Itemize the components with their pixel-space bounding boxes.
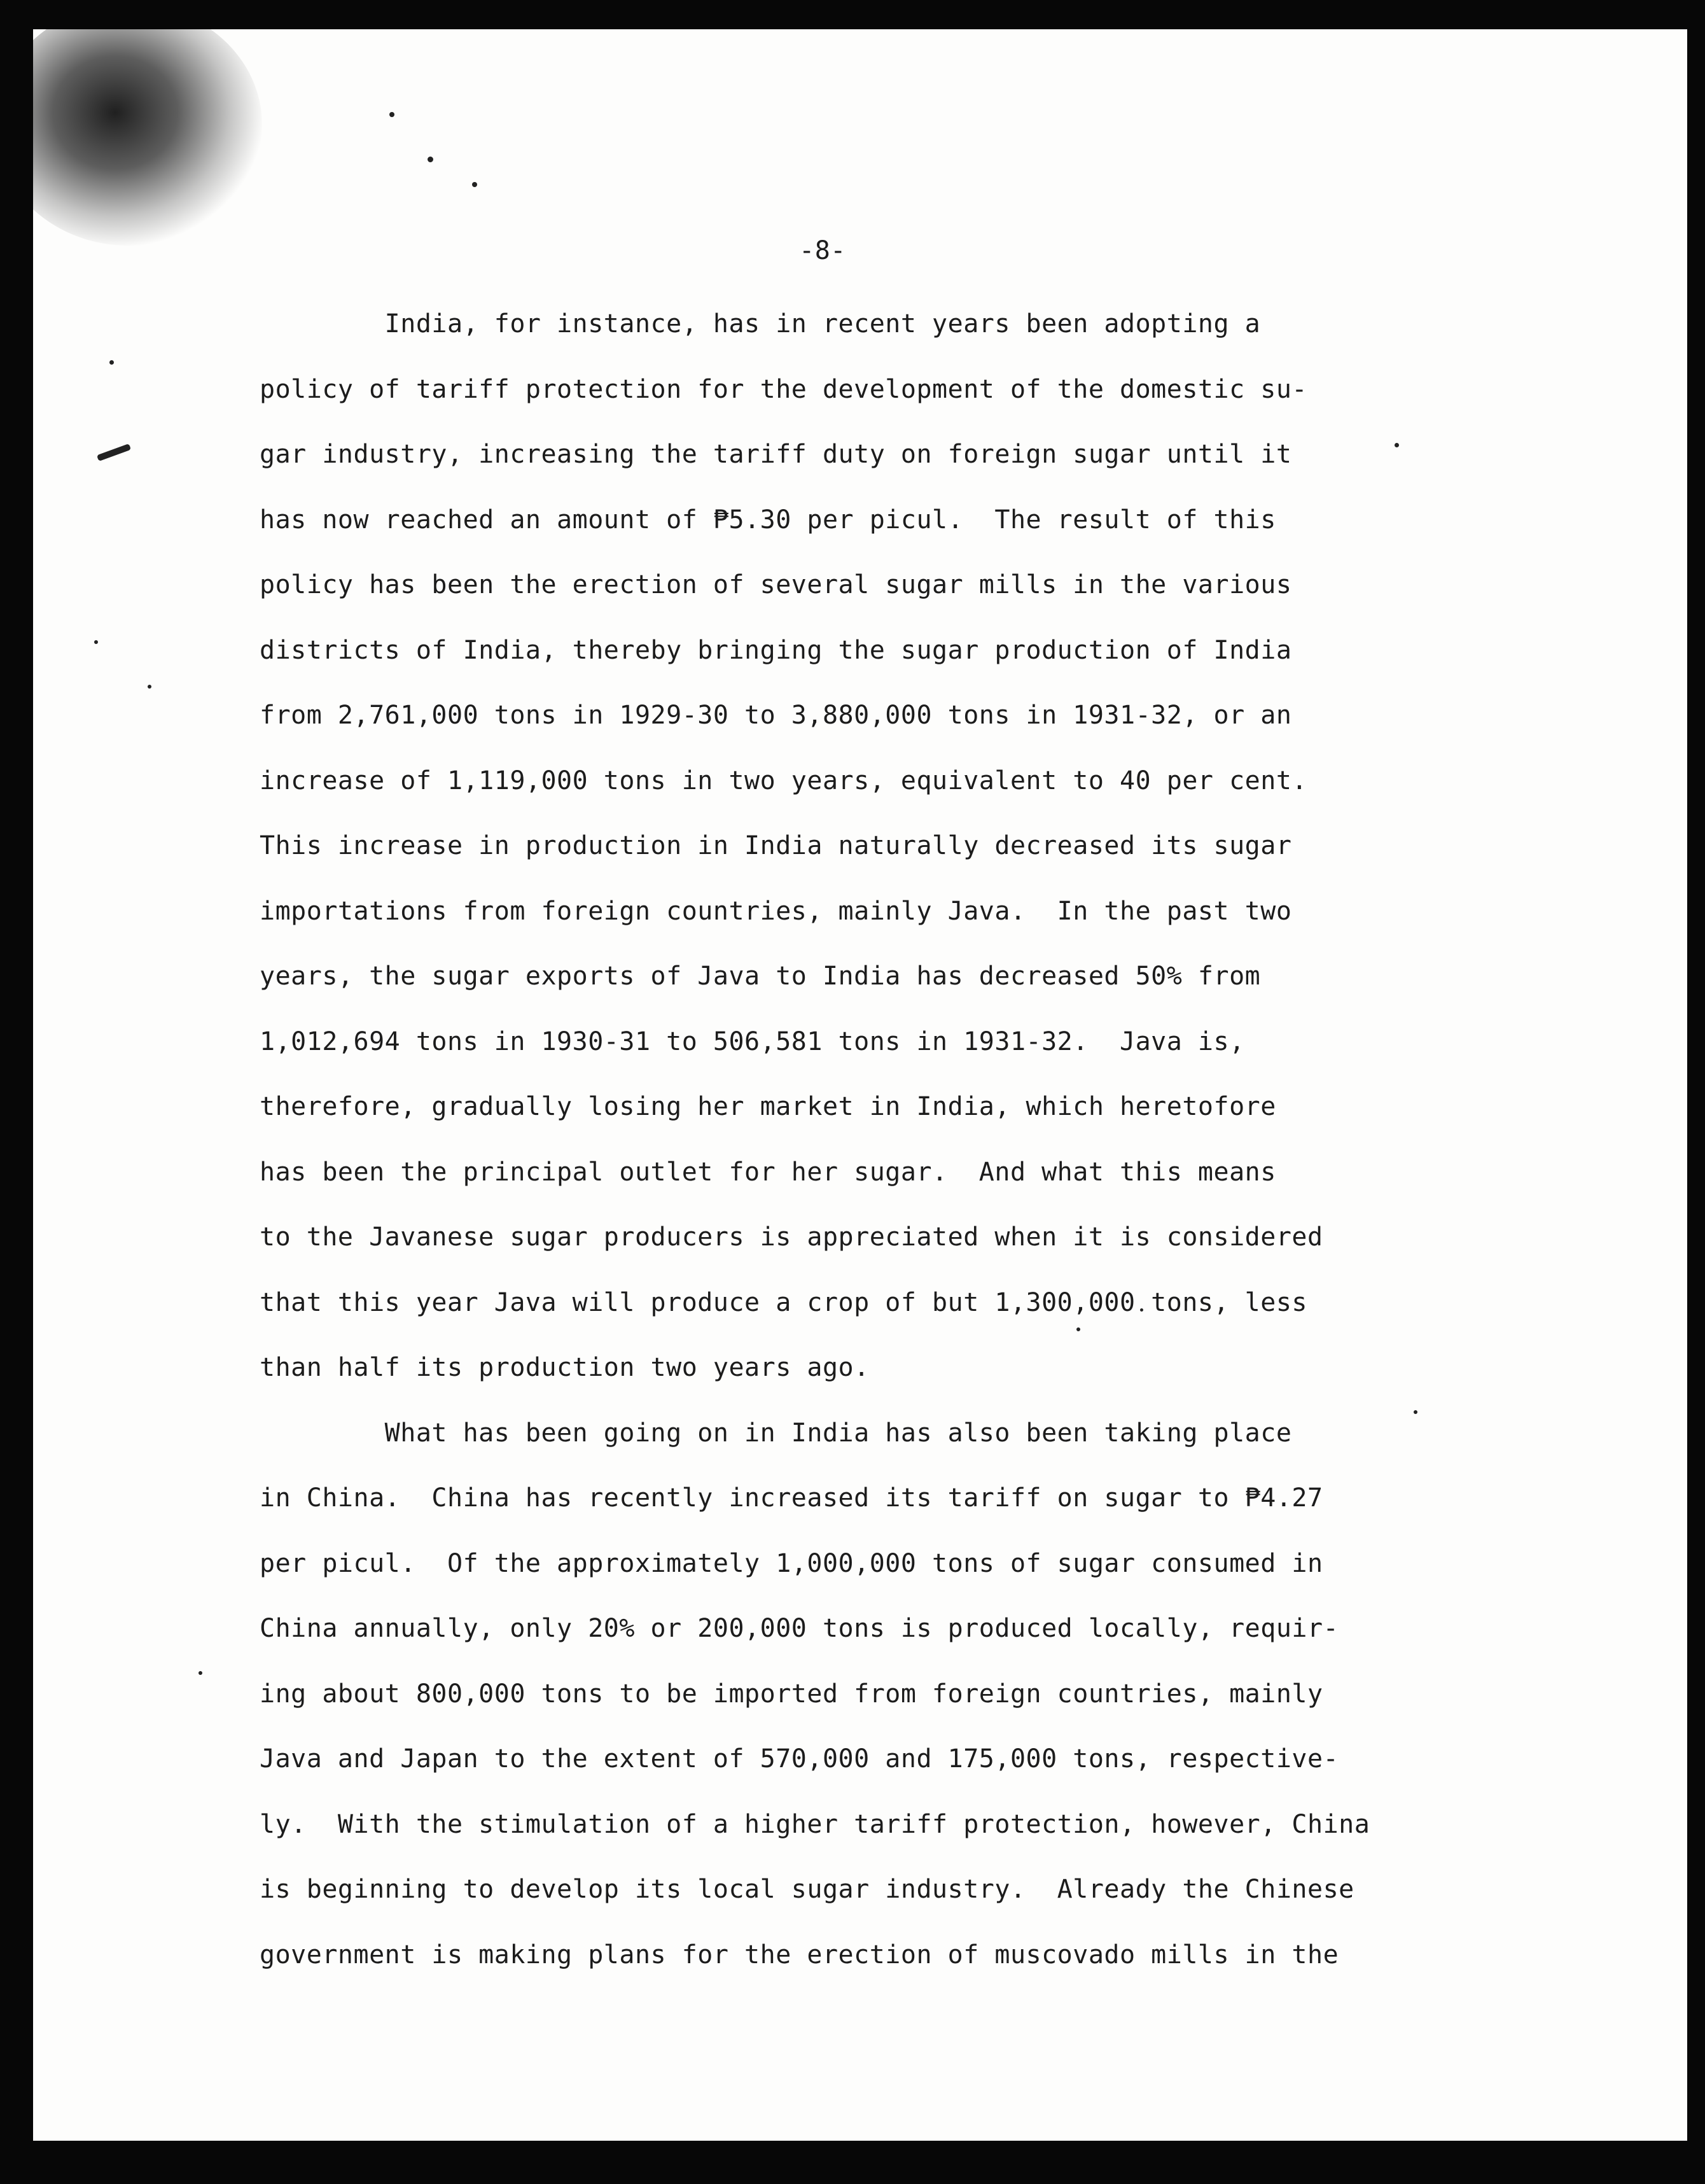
text-line: India, for instance, has in recent years been adopting a [260,309,1261,339]
text-line: ly. With the stimulation of a higher tariff protection, however, China [260,1809,1370,1839]
typed-text [260,228,1424,1987]
text-line: from 2,761,000 tons in 1929-30 to 3,880,000 tons in 1931-32, or an [260,701,1292,730]
text-line: policy of tariff protection for the development of the domestic su- [260,374,1307,404]
text-line: that this year Java will produce a crop of but 1,300,000 tons, less [260,1287,1307,1317]
text-line: to the Javanese sugar producers is appreciated when it is considered [260,1222,1323,1252]
text-line: than half its production two years ago. [260,1353,870,1382]
text-line: in China. China has recently increased its tariff on sugar to ₱4.27 [260,1483,1323,1513]
paragraph [260,1401,1424,1988]
text-line: China annually, only 20% or 200,000 tons is produced locally, requir- [260,1614,1339,1643]
text-line: ing about 800,000 tons to be imported from foreign countries, mainly [260,1679,1323,1709]
text-line: per picul. Of the approximately 1,000,000 tons of sugar consumed in [260,1548,1323,1578]
text-line: therefore, gradually losing her market in India, which heretofore [260,1092,1276,1121]
speck [109,360,114,365]
text-line: districts of India, thereby bringing the sugar production of India [260,635,1292,665]
text-line: importations from foreign countries, mainly Java. In the past two [260,896,1292,926]
speck [428,157,433,162]
text-line: government is making plans for the erection of muscovado mills in the [260,1940,1339,1970]
text-line: policy has been the erection of several sugar mills in the various [260,570,1292,599]
text-line: has now reached an amount of ₱5.30 per picul. The result of this [260,505,1276,535]
text-line: 1,012,694 tons in 1930-31 to 506,581 tons in 1931-32. Java is, [260,1026,1245,1056]
speck [389,112,394,117]
ink-smudge [33,29,262,246]
text-line: Java and Japan to the extent of 570,000 and 175,000 tons, respective- [260,1744,1339,1774]
document-page [33,29,1687,2141]
text-line: years, the sugar exports of Java to India has decreased 50% from [260,962,1261,991]
speck [94,640,98,644]
speck [148,685,151,689]
text-line: is beginning to develop its local sugar industry. Already the Chinese [260,1875,1354,1904]
text-line: increase of 1,119,000 tons in two years, equivalent to 40 per cent. [260,766,1307,795]
paragraph [260,291,1424,1401]
page-number: -8- [799,236,846,265]
text-line: has been the principal outlet for her sugar. And what this means [260,1157,1276,1187]
speck [472,182,477,187]
speck [97,444,131,461]
text-line: This increase in production in India naturally decreased its sugar [260,831,1292,860]
text-line: gar industry, increasing the tariff duty on foreign sugar until it [260,440,1292,469]
speck [198,1671,202,1675]
text-line: What has been going on in India has also been taking place [260,1418,1292,1448]
